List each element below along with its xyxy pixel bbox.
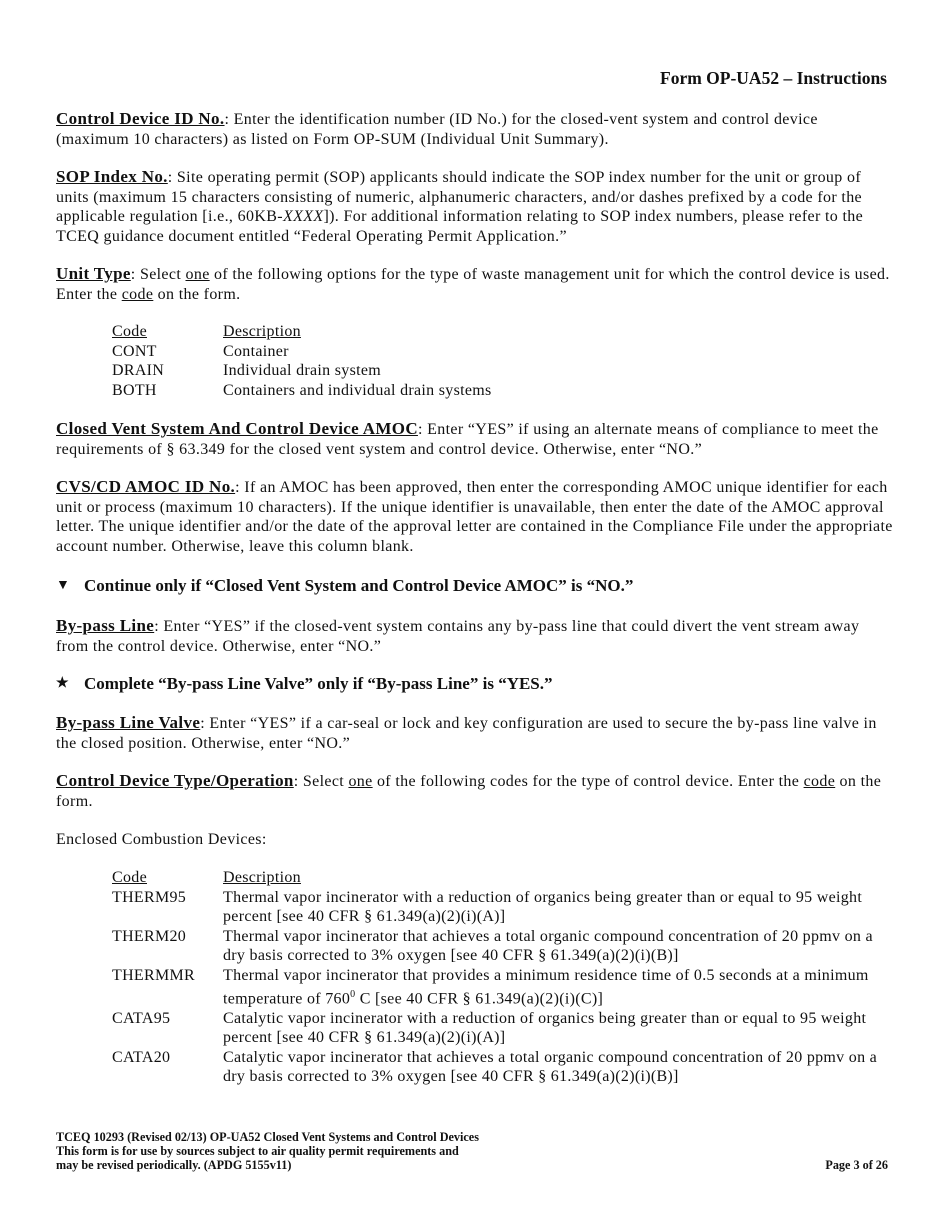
down-triangle-icon: ▼ [56,578,70,593]
control-device-type-term: Control Device Type/Operation [56,771,294,790]
enclosed-combustion-table [112,868,894,1087]
footer-line-3: may be revised periodically. (APDG 5155v11) [56,1158,292,1173]
table-row [112,1009,894,1048]
row-code: DRAIN [112,362,165,379]
table-row [112,342,812,362]
continue-condition-text: Continue only if “Closed Vent System and Control Device AMOC” is “NO.” [84,576,634,595]
unit-type-one: one [185,266,210,283]
control-device-type-one: one [348,773,373,790]
row-description-part-1: Thermal vapor incinerator that provides a minimum residence time of 0.5 seconds at a minimum temperature of 760 [223,966,869,1008]
row-description: Containers and individual drain systems [223,381,492,399]
complete-condition-text: Complete “By-pass Line Valve” only if “By-pass Line” is “YES.” [84,674,553,693]
table-row [112,927,894,966]
footer-line-2: This form is for use by sources subject to air quality permit requirements and [56,1144,459,1159]
cvs-amoc-id-term: CVS/CD AMOC ID No. [56,477,236,496]
control-device-type-text-1: : Select [293,773,349,790]
unit-type-text-3: on the form. [153,285,241,303]
row-description [223,966,894,1009]
bypass-line-text: : Enter “YES” if the closed-vent system contains any by-pass line that could divert the vent stream away from the control device. Otherwise, enter “NO.” [56,618,860,655]
table-row [112,361,812,381]
sop-index-placeholder: XXXX [282,208,324,225]
row-description: Container [223,342,289,360]
sop-index-term: SOP Index No. [56,167,168,186]
sop-index-text-1: : Site operating permit (SOP) applicants should indicate the SOP index number for the unit or group of units (maximum 15 characters consisting of numeric, alphanumeric characters, and/or dashes prefixed by a code for the applicable regulation [i.e., 60KB- [56,169,863,225]
degree-superscript: 0 [350,989,356,1000]
row-code: CONT [112,342,157,360]
control-device-id-text: : Enter the identification number (ID No.) for the closed-vent system and control device (maximum 10 characters) as listed on Form OP-SUM (Individual Unit Summary). [56,111,818,148]
cvs-amoc-id-text: : If an AMOC has been approved, then enter the corresponding AMOC unique identifier for each unit or process (maximum 10 characters). If the unique identifier is unavailable, then enter the date of the AMOC approval letter. The unique identifier and/or the date of the approval letter are contained in the Compliance File under the appropriate account number. Otherwise, leave this column blank. [56,479,893,555]
unit-type-code: code [121,285,154,303]
control-device-type-paragraph [56,771,894,811]
amoc-term: Closed Vent System And Control Device AMOC [56,419,418,438]
amoc-text: : Enter “YES” if using an alternate means of compliance to meet the requirements of § 63.349 for the closed vent system and control device. Otherwise, enter “NO.” [56,421,879,458]
control-device-id-term: Control Device ID No. [56,109,225,128]
col-description-header: Description [223,869,301,886]
unit-type-table [112,322,812,400]
row-code: BOTH [112,381,157,399]
row-description: Catalytic vapor incinerator with a reduction of organics being greater than or equal to 95 weight percent [see 40 CFR § 61.349(a)(2)(i)(A)] [223,1009,867,1047]
cvs-amoc-id-paragraph [56,477,894,556]
bypass-line-term: By-pass Line [56,616,155,635]
table-header [112,322,812,342]
amoc-paragraph [56,419,894,459]
enclosed-combustion-heading: Enclosed Combustion Devices: [56,831,267,848]
continue-condition-note [56,576,633,596]
table-header [112,868,894,888]
row-description-part-2: C [see 40 CFR § 61.349(a)(2)(i)(C)] [355,990,604,1008]
table-row [112,381,812,401]
control-device-type-text-2: of the following codes for the type of control device. Enter the [372,773,804,790]
bypass-valve-text: : Enter “YES” if a car-seal or lock and key configuration are used to secure the by-pass line valve in the closed position. Otherwise, enter “NO.” [56,715,877,752]
bypass-line-paragraph [56,616,894,656]
sop-index-paragraph [56,167,894,246]
page-number: Page 3 of 26 [825,1158,888,1173]
control-device-type-code: code [803,773,836,790]
complete-condition-note [56,674,553,694]
row-description: Thermal vapor incinerator with a reduction of organics being greater than or equal to 95 weight percent [see 40 CFR § 61.349(a)(2)(i)(A)] [223,888,863,925]
row-code: THERM20 [112,927,187,945]
table-row [112,966,894,1009]
row-description: Thermal vapor incinerator that achieves a total organic compound concentration of 20 ppmv on a dry basis corrected to 3% oxygen [see 40 CFR § 61.349(a)(2)(i)(B)] [223,927,873,964]
star-icon: ★ [56,676,69,691]
bypass-valve-term: By-pass Line Valve [56,713,201,732]
unit-type-text-2: of the following options for the type of waste management unit for which the control device is used. Enter the [56,266,890,303]
row-code: THERMMR [112,966,195,984]
row-description: Catalytic vapor incinerator that achieves a total organic compound concentration of 20 ppmv on a dry basis corrected to 3% oxygen [see 40 CFR § 61.349(a)(2)(i)(B)] [223,1048,878,1086]
table-row [112,888,894,927]
row-code: CATA20 [112,1048,171,1066]
sop-index-text-2: ]). For additional information relating to SOP index numbers, please refer to the TCEQ guidance document entitled “Federal Operating Permit Application.” [56,208,864,245]
unit-type-paragraph [56,264,894,304]
unit-type-text-1: : Select [130,266,186,283]
col-description-header: Description [223,323,301,340]
form-title: Form OP-UA52 – Instructions [660,68,887,88]
table-row [112,1048,894,1087]
bypass-valve-paragraph [56,713,894,753]
page-footer [56,1130,888,1173]
col-code-header: Code [112,869,147,886]
col-code-header: Code [112,323,147,340]
control-device-type-text-3: on the form. [56,773,882,810]
footer-line-1: TCEQ 10293 (Revised 02/13) OP-UA52 Closed Vent Systems and Control Devices [56,1130,479,1144]
row-description: Individual drain system [223,362,381,379]
unit-type-term: Unit Type [56,264,131,283]
row-code: THERM95 [112,888,187,906]
control-device-id-paragraph [56,109,894,149]
row-code: CATA95 [112,1009,171,1027]
